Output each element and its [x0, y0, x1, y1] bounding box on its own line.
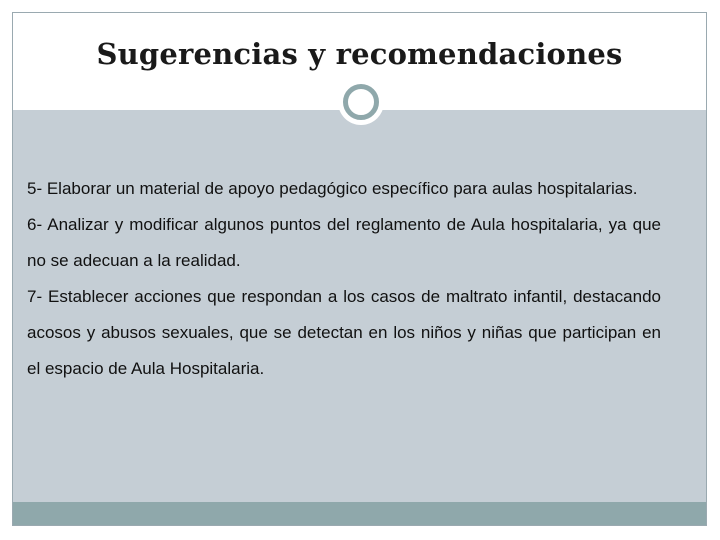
paragraph-6: 6- Analizar y modificar algunos puntos del reglamento de Aula hospitalaria, ya que no se adecuan a la realidad. — [27, 215, 661, 270]
footer-bar — [13, 502, 706, 526]
paragraph-5: 5- Elaborar un material de apoyo pedagógico específico para aulas hospitalarias. — [27, 179, 638, 198]
slide-title: Sugerencias y recomendaciones — [96, 37, 623, 71]
circle-ornament-icon — [343, 84, 379, 120]
paragraph-7: 7- Establecer acciones que respondan a los casos de maltrato infantil, destacando acosos y abusos sexuales, que se detectan en los niños y niñas que participan en el espacio de Aula Hospitalaria. — [27, 287, 661, 378]
slide-body — [27, 171, 661, 387]
